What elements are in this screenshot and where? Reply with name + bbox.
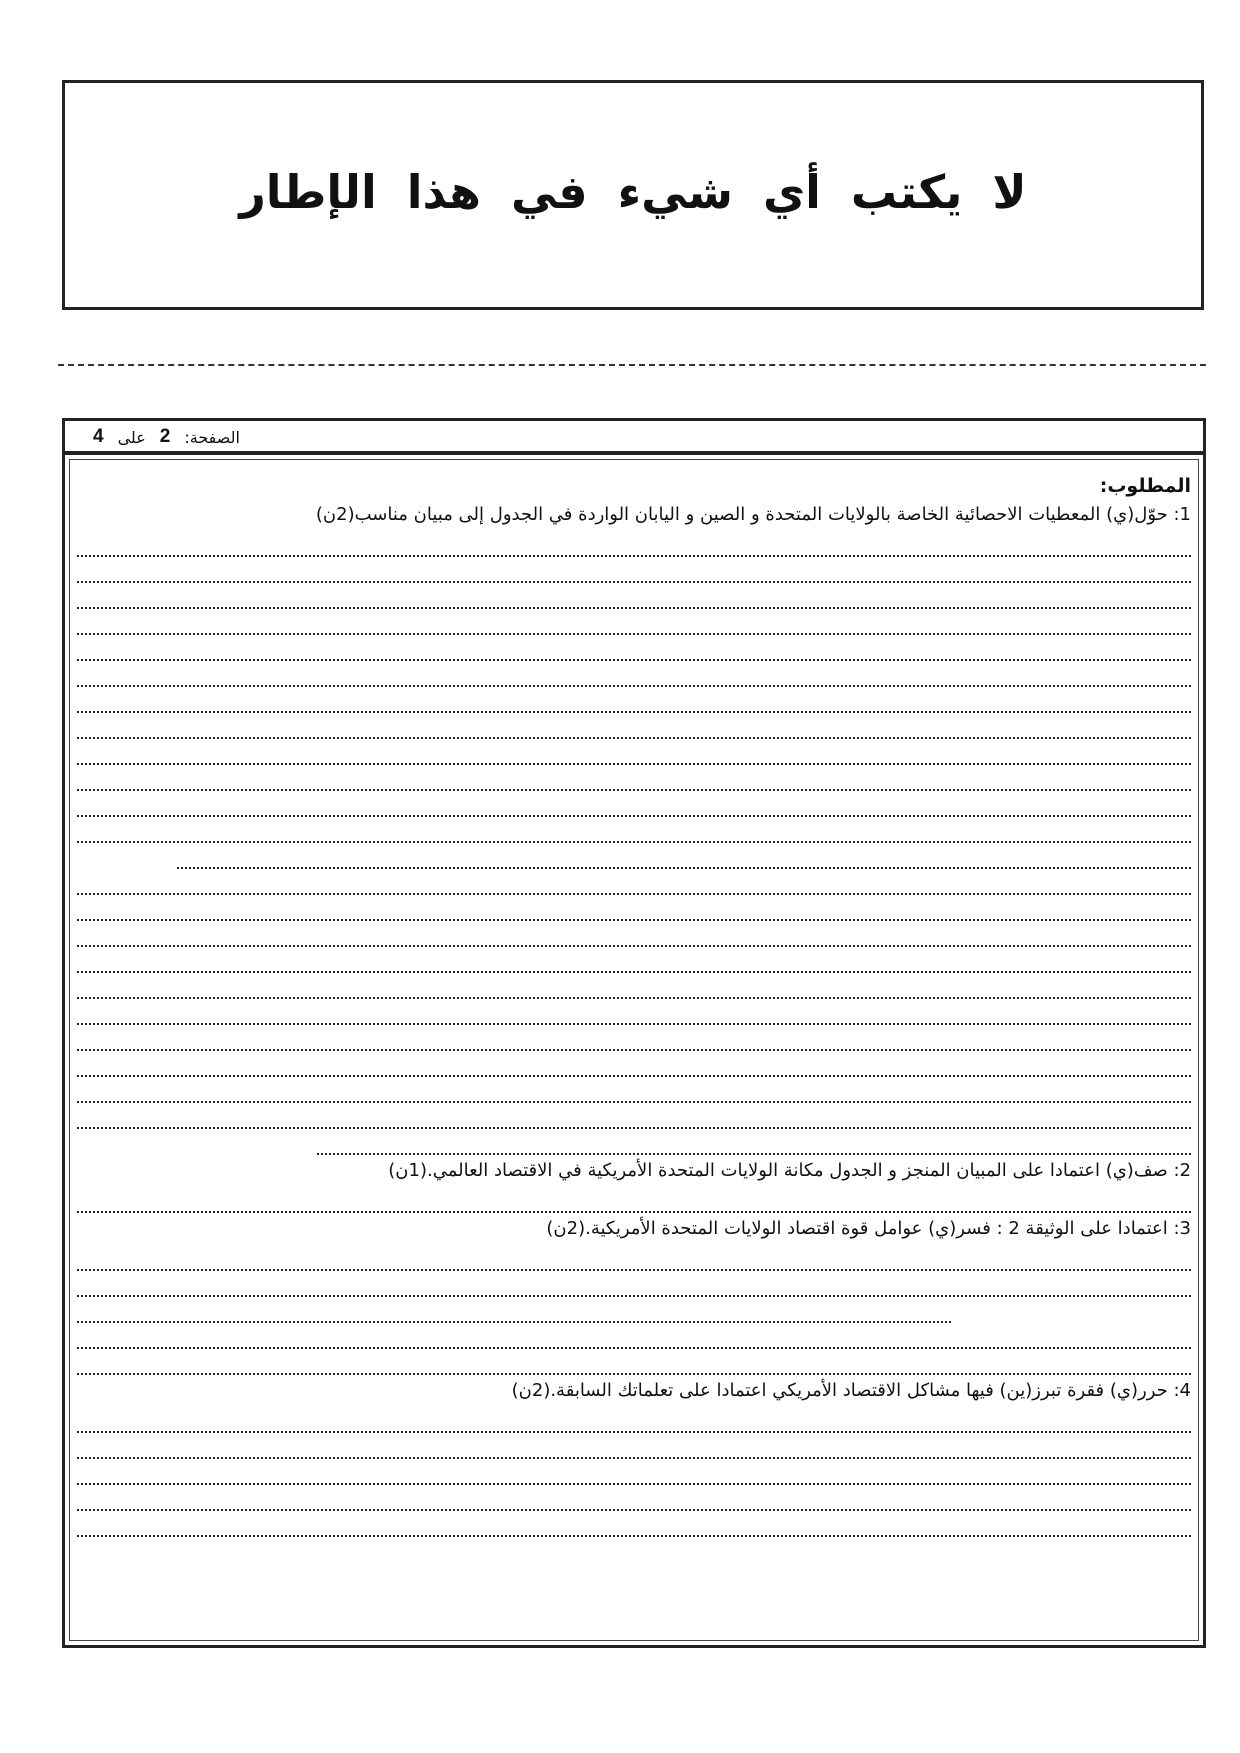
answer-line[interactable]	[317, 1129, 1191, 1155]
answer-line[interactable]	[77, 1297, 951, 1323]
current-page-number: 2	[159, 426, 171, 447]
answer-line[interactable]	[77, 635, 1191, 661]
task-heading: المطلوب:	[1099, 475, 1191, 497]
total-pages-number: 4	[93, 426, 104, 447]
answer-line[interactable]	[77, 557, 1191, 583]
answer-line[interactable]	[77, 1407, 1191, 1433]
do-not-write-frame	[62, 80, 1204, 310]
question-2: 2: صف(ي) اعتمادا على المبيان المنجز و الجدول مكانة الولايات المتحدة الأمريكية في الاقتصاد العالمي.(1ن)	[388, 1160, 1191, 1181]
answer-line[interactable]	[77, 1025, 1191, 1051]
answer-line[interactable]	[77, 687, 1191, 713]
do-not-write-notice: لا يكتب أي شيء في هذا الإطار	[239, 165, 1027, 219]
answer-area-3[interactable]	[77, 1245, 1191, 1375]
answer-line[interactable]	[77, 1511, 1191, 1537]
page-label: الصفحة:	[184, 427, 240, 447]
answer-line[interactable]	[77, 999, 1191, 1025]
answer-area-1[interactable]	[77, 531, 1191, 1155]
task-content	[77, 473, 1191, 1537]
answer-line[interactable]	[77, 1349, 1191, 1375]
answer-line[interactable]	[77, 973, 1191, 999]
answer-line[interactable]	[77, 791, 1191, 817]
answer-line[interactable]	[77, 1051, 1191, 1077]
answer-line[interactable]	[77, 739, 1191, 765]
answer-area-2[interactable]	[77, 1187, 1191, 1213]
question-4: 4: حرر(ي) فقرة تبرز(ين) فيها مشاكل الاقتصاد الأمريكي اعتمادا على تعلماتك السابقة.(2ن)	[511, 1380, 1191, 1401]
answer-area-4[interactable]	[77, 1407, 1191, 1537]
dashed-cut-line	[58, 364, 1206, 366]
answer-line[interactable]	[77, 1323, 1191, 1349]
answer-line[interactable]	[77, 609, 1191, 635]
answer-line[interactable]	[77, 1271, 1191, 1297]
answer-line[interactable]	[77, 1103, 1191, 1129]
question-3: 3: اعتمادا على الوثيقة 2 : فسر(ي) عوامل قوة اقتصاد الولايات المتحدة الأمريكية.(2ن)	[546, 1218, 1191, 1239]
answer-line[interactable]	[77, 1433, 1191, 1459]
answer-line[interactable]	[77, 921, 1191, 947]
answer-frame	[62, 452, 1206, 1648]
answer-line[interactable]	[77, 1077, 1191, 1103]
answer-line[interactable]	[77, 661, 1191, 687]
question-1: 1: حوّل(ي) المعطيات الاحصائية الخاصة بالولايات المتحدة و الصين و اليابان الواردة في الجدول إلى مبيان مناسب(2ن)	[315, 504, 1191, 525]
answer-line[interactable]	[77, 869, 1191, 895]
answer-line[interactable]	[77, 947, 1191, 973]
answer-line[interactable]	[77, 895, 1191, 921]
answer-line[interactable]	[77, 1485, 1191, 1511]
answer-line[interactable]	[77, 583, 1191, 609]
answer-line[interactable]	[77, 531, 1191, 557]
answer-line[interactable]	[77, 1187, 1191, 1213]
page-header	[62, 418, 1206, 454]
answer-line[interactable]	[77, 1245, 1191, 1271]
page-separator: على	[117, 427, 146, 447]
answer-line[interactable]	[77, 713, 1191, 739]
answer-line[interactable]	[77, 817, 1191, 843]
answer-line[interactable]	[77, 765, 1191, 791]
page-indicator	[93, 422, 240, 452]
answer-line[interactable]	[77, 1459, 1191, 1485]
answer-line[interactable]	[177, 843, 1191, 869]
